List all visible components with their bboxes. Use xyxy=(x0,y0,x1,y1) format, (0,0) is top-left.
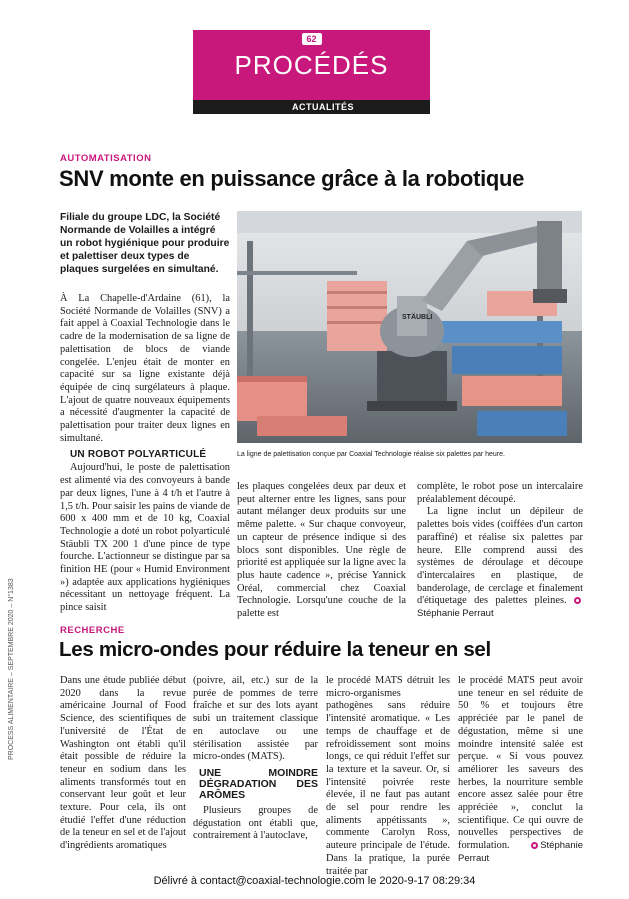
article2-column-2 xyxy=(193,675,318,843)
article1-col2-text: les plaques congelées deux par deux et peut alterner entre les lignes, sans pour autant mélanger deux produits sur une même palette. « Sur chaque convoyeur, un capteur de présence indique si des blocs sont disponibles. Une règle de priorité est appliquée sur la ligne avec la plus haute cadence », précise Yannick Oréal, commercial chez Coaxial Technologie. Lorsqu'une couche de la palette est xyxy=(237,481,406,620)
section-banner xyxy=(193,30,430,100)
article2-col3-text: le procédé MATS détruit les micro-organismes pathogènes sans réduire l'intensité aromatique. « Les temps de chauffage et de refroidissement sont moins longs, ce qui réduit l'effet sur la texture et la saveur. Or, si l'intensité poivrée reste élevée, il ne faut pas autant de sel pour rendre les aliments appétissants », commente Carolyn Ross, auteure principale de l'étude. Dans la pratique, la purée traitée par xyxy=(326,675,450,877)
article2-title: Les micro-ondes pour réduire la teneur en sel xyxy=(59,638,491,661)
article2-subhead: UNE MOINDRE DÉGRADATION DES ARÔMES xyxy=(199,766,318,801)
page-number: 62 xyxy=(301,33,321,45)
article1-col1-para1: À La Chapelle-d'Ardaine (61), la Société Normande de Volailles (SNV) a fait appel à Coaxial Technologie dans le cadre de la modernisation de sa ligne de palettisation de blocs de viande congelée. L'enjeu était de monter en capacité sur sa ligne existante déjà équipée de cinq surgélateurs à plaque. L'ajout de quatre nouveaux équipements a nécessité d'augmenter la capacité de palettisation pour traiter deux lignes en simultané. xyxy=(60,293,230,444)
side-publication-label: PROCESS ALIMENTAIRE – SEPTEMBRE 2020 – N°1383 xyxy=(8,578,15,760)
article1-col1-para2: Aujourd'hui, le poste de palettisation est alimenté via des convoyeurs à bande par deux lignes, l'une à 4 t/h et l'autre à 1,5 t/h. Pour saisir les pains de viande de 600 x 400 mm et de 10 kg, Coaxial Technologie a doté un robot polyarticulé Stäubli TX 200 1 d'une pince de type fourche. L'actionneur se distingue par sa finition HE (pour « Humid Environment ») adaptée aux applications hygiéniques nécessitant un nettoyage fréquent. La pince saisit xyxy=(60,462,230,614)
article2-author-name: Stéphanie Perraut xyxy=(458,840,583,864)
article2-col4-body: le procédé MATS peut avoir une teneur en sel réduite de 50 % et toujours être appréciée par le panel de dégustation, même si une moindre intensité salée est perçue. « Si vous pouvez améliorer les saveurs des herbes, la nourriture semble encore assez salée pour être appréciée », conclut la scientifique. Ce qui ouvre de nouvelles perspectives de formulation. xyxy=(458,675,583,852)
article2-col4-text xyxy=(458,675,583,866)
article1-col3-para1: complète, le robot pose un intercalaire préalablement découpé. xyxy=(417,481,583,505)
article1-kicker: AUTOMATISATION xyxy=(60,153,152,164)
article1-column-1 xyxy=(60,293,230,615)
article1-title: SNV monte en puissance grâce à la robotique xyxy=(59,166,525,191)
author-bullet-icon xyxy=(574,597,581,604)
article2-col2-para1: (poivre, ail, etc.) sur de la purée de pommes de terre fraîche et sur des lots ayant subi un traitement classique en autoclave ou une stérilisation assistée par micro-ondes (MATS). xyxy=(193,675,318,763)
robot-photo-illustration xyxy=(237,211,582,443)
section-header xyxy=(193,30,430,112)
article1-column-2 xyxy=(237,481,406,621)
delivery-footer: Délivré à contact@coaxial-technologie.com le 2020-9-17 08:29:34 xyxy=(153,875,476,887)
article1-subhead: UN ROBOT POLYARTICULÉ xyxy=(70,449,207,461)
article1-chapo: Filiale du groupe LDC, la Société Normande de Volailles a intégré un robot hygiénique pour produire et palettiser deux types de plaques surgelées en simultané. xyxy=(60,212,230,275)
article1-col3-para2-text: La ligne inclut un dépileur de palettes bois vides (coiffées d'un carton paraffiné) et réalise six palettes par heure. Elle comprend aussi des systèmes de déroulage et découpe d'intercalaires en plastique, de banderolage, de cerclage et finalement d'étiquetage des palettes pleines. xyxy=(417,506,583,607)
article1-column-3 xyxy=(417,481,583,621)
article2-column-4 xyxy=(458,675,583,866)
author-bullet-icon xyxy=(531,842,538,849)
article2-col1-text: Dans une étude publiée début 2020 dans la revue américaine Journal of Food Science, des scientifiques de l'université de l'État de Washington ont établi qu'il était possible de réduire la teneur en sodium dans les aliments transformés tout en conservant leur goût et leur texture. Pour cela, ils ont étudié l'effet d'une réduction de la teneur en sel et de l'ajout d'ingrédients aromatiques xyxy=(60,675,186,852)
robot-photo xyxy=(237,211,582,443)
article2-col2-para2: Plusieurs groupes de dégustation ont établi que, contrairement à l'autoclave, xyxy=(193,804,318,842)
article1-col3-para2 xyxy=(417,506,583,620)
article1-author-name: Stéphanie Perraut xyxy=(417,608,494,620)
article2-kicker: RECHERCHE xyxy=(60,625,125,636)
section-title: PROCÉDÉS xyxy=(234,50,389,80)
photo-caption: La ligne de palettisation conçue par Coaxial Technologie réalise six palettes par heure. xyxy=(237,451,505,458)
article2-column-3 xyxy=(326,675,450,878)
subsection-label: ACTUALITÉS xyxy=(193,100,430,114)
article2-column-1 xyxy=(60,675,186,853)
robot-brand-label: STÄUBLI xyxy=(402,314,433,321)
